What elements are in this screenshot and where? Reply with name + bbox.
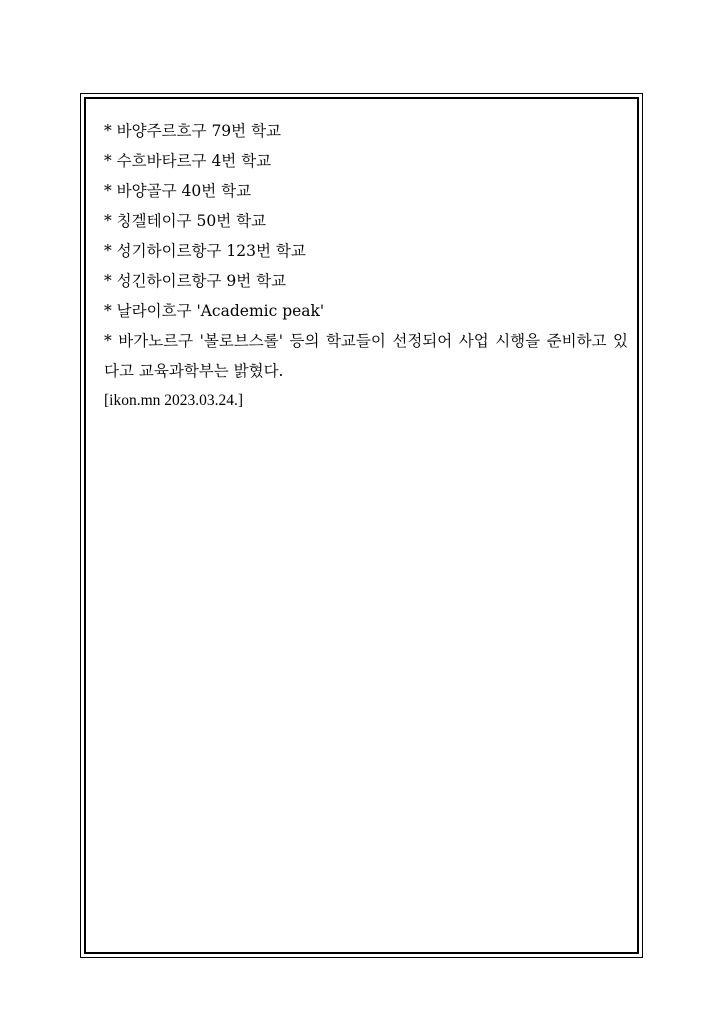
school-list-item: * 성기하이르항구 123번 학교 xyxy=(104,242,306,260)
source-citation: [ikon.mn 2023.03.24.] xyxy=(104,392,244,409)
school-list-item: * 날라이흐구 'Academic peak' xyxy=(104,302,325,320)
school-list-item: * 수흐바타르구 4번 학교 xyxy=(104,152,272,170)
school-list-item: * 바양골구 40번 학교 xyxy=(104,182,252,200)
school-list-item: * 칭겔테이구 50번 학교 xyxy=(104,212,267,230)
document-content xyxy=(104,116,628,416)
school-list-item: * 바양주르흐구 79번 학교 xyxy=(104,122,282,140)
school-list-item: * 성긴하이르항구 9번 학교 xyxy=(104,272,287,290)
summary-paragraph: * 바가노르구 '볼로브스롤' 등의 학교들이 선정되어 사업 시행을 준비하고 있다고 교육과학부는 밝혔다. xyxy=(104,332,628,380)
